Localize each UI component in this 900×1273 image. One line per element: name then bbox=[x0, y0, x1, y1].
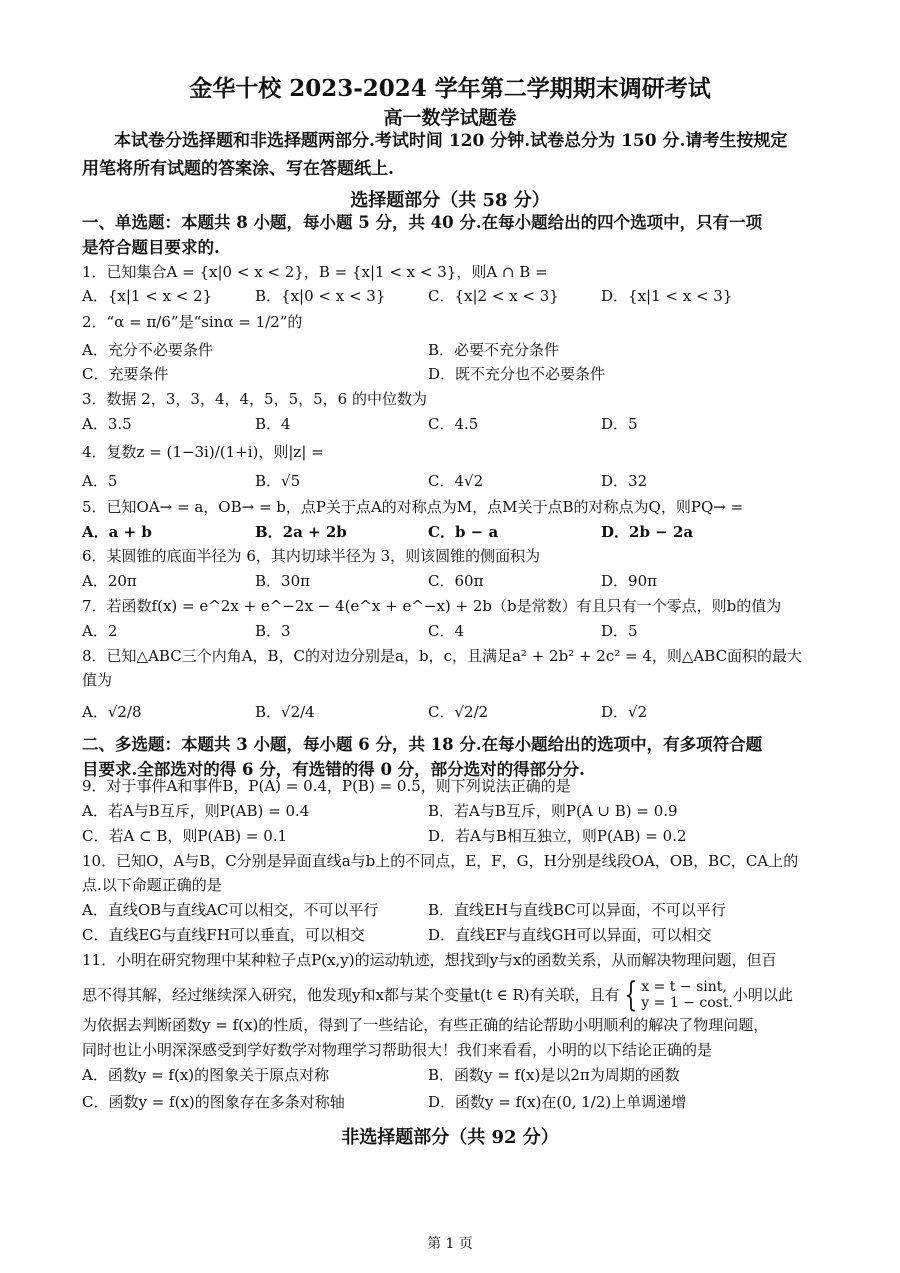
q6-option-d: D．90π bbox=[601, 572, 657, 590]
q5-option-c: C．b − a bbox=[428, 523, 499, 541]
q6-option-b: B．30π bbox=[255, 572, 310, 590]
q7-option-a: A．2 bbox=[82, 622, 118, 640]
q8-option-a: A．√2/8 bbox=[82, 703, 142, 721]
q8-option-c: C．√2/2 bbox=[428, 703, 489, 721]
q3-option-c: C．4.5 bbox=[428, 415, 479, 433]
q5-stem: 5．已知OA→ = a，OB→ = b，点P关于点A的对称点为M，点M关于点B的对称点为Q，则PQ→ = bbox=[82, 498, 744, 516]
q11-stem-line-4: 同时也让小明深深感受到学好数学对物理学习帮助很大！我们来看看，小明的以下结论正确的是 bbox=[82, 1041, 713, 1059]
exam-subtitle: 高一数学试题卷 bbox=[383, 107, 517, 129]
q3-option-a: A．3.5 bbox=[82, 415, 132, 433]
q11-option-d: D．函数y = f(x)在(0, 1/2)上单调递增 bbox=[428, 1093, 687, 1111]
q1-option-c: C．{x|2 < x < 3} bbox=[428, 287, 559, 305]
q1-option-a: A．{x|1 < x < 2} bbox=[82, 287, 213, 305]
q3-stem: 3．数据 2，3，3，4，4，5，5，5，6 的中位数为 bbox=[82, 390, 427, 408]
page-number: 第 1 页 bbox=[427, 1236, 473, 1252]
q1-stem: 1．已知集合A = {x|0 < x < 2}，B = {x|1 < x < 3}，则A ∩ B = bbox=[82, 263, 548, 281]
q8-stem-line-1: 8．已知△ABC三个内角A，B，C的对边分别是a，b，c，且满足a² + 2b² + 2c² = 4，则△ABC面积的最大 bbox=[82, 647, 803, 665]
q11-stem-line-1: 11．小明在研究物理中某种粒子点P(x,y)的运动轨迹，想找到y与x的函数关系，从而解决物理问题，但百 bbox=[82, 951, 777, 969]
q4-option-c: C．4√2 bbox=[428, 472, 484, 490]
q1-option-d: D．{x|1 < x < 3} bbox=[601, 287, 733, 305]
q11-equation-system bbox=[641, 979, 733, 1011]
q10-option-b: B．直线EH与直线BC可以异面，不可以平行 bbox=[428, 901, 726, 919]
q11-option-b: B．函数y = f(x)是以2π为周期的函数 bbox=[428, 1066, 680, 1084]
q10-stem-line-2: 点.以下命题正确的是 bbox=[82, 876, 222, 894]
q2-option-a: A．充分不必要条件 bbox=[82, 341, 213, 359]
q2-option-b: B．必要不充分条件 bbox=[428, 341, 560, 359]
part1-heading-line-2: 是符合题目要求的. bbox=[82, 238, 220, 257]
q11-option-a: A．函数y = f(x)的图象关于原点对称 bbox=[82, 1066, 330, 1084]
intro-line-1: 本试卷分选择题和非选择题两部分.考试时间 120 分钟.试卷总分为 150 分.请考生按规定 bbox=[114, 131, 788, 151]
q4-stem: 4．复数z = (1−3i)/(1+i)，则|z| = bbox=[82, 443, 324, 461]
q11-equation-x: x = t − sint, bbox=[641, 979, 727, 995]
q5-option-b: B．2a + 2b bbox=[255, 523, 347, 541]
part2-heading-line-2: 目要求.全部选对的得 6 分，有选错的得 0 分，部分选对的得部分分. bbox=[82, 760, 585, 779]
q5-option-d: D．2b − 2a bbox=[601, 523, 694, 541]
q6-option-a: A．20π bbox=[82, 572, 137, 590]
q10-stem-line-1: 10．已知O，A与B，C分别是异面直线a与b上的不同点，E，F，G，H分别是线段OA，OB，BC，CA上的 bbox=[82, 852, 799, 870]
brace-glyph: { bbox=[623, 975, 637, 1015]
q5-option-a: A．a + b bbox=[82, 523, 152, 541]
q2-option-c: C．充要条件 bbox=[82, 365, 169, 383]
q11-equation-y: y = 1 − cost. bbox=[641, 995, 733, 1011]
q2-option-d: D．既不充分也不必要条件 bbox=[428, 365, 606, 383]
q7-stem: 7．若函数f(x) = e^2x + e^−2x − 4(e^x + e^−x) + 2b（b是常数）有且只有一个零点，则b的值为 bbox=[82, 597, 782, 615]
q8-option-d: D．√2 bbox=[601, 703, 648, 721]
q11-stem-line-2-tail: 小明以此 bbox=[732, 986, 793, 1004]
q9-stem: 9．对于事件A和事件B，P(A) = 0.4，P(B) = 0.5，则下列说法正确的是 bbox=[82, 777, 571, 795]
q8-option-b: B．√2/4 bbox=[255, 703, 315, 721]
q3-option-b: B．4 bbox=[255, 415, 291, 433]
q7-option-d: D．5 bbox=[601, 622, 638, 640]
q3-option-d: D．5 bbox=[601, 415, 638, 433]
q11-option-c: C．函数y = f(x)的图象存在多条对称轴 bbox=[82, 1093, 345, 1111]
q4-option-d: D．32 bbox=[601, 472, 648, 490]
q4-option-a: A．5 bbox=[82, 472, 118, 490]
part1-heading-line-1: 一、单选题：本题共 8 小题，每小题 5 分，共 40 分.在每小题给出的四个选项中，只有一项 bbox=[82, 213, 763, 232]
q9-option-a: A．若A与B互斥，则P(AB) = 0.4 bbox=[82, 802, 310, 820]
q10-option-d: D．直线EF与直线GH可以异面，可以相交 bbox=[428, 926, 712, 944]
q1-option-b: B．{x|0 < x < 3} bbox=[255, 287, 386, 305]
q9-option-c: C．若A ⊂ B，则P(AB) = 0.1 bbox=[82, 827, 288, 845]
q10-option-c: C．直线EG与直线FH可以垂直，可以相交 bbox=[82, 926, 365, 944]
q11-stem-line-3: 为依据去判断函数y = f(x)的性质，得到了一些结论，有些正确的结论帮助小明顺利的解决了物理问题， bbox=[82, 1016, 769, 1034]
q8-stem-line-2: 值为 bbox=[82, 671, 113, 689]
q4-option-b: B．√5 bbox=[255, 472, 301, 490]
q2-stem: 2．“α = π/6”是“sinα = 1/2”的 bbox=[82, 313, 303, 331]
q9-option-b: B．若A与B互斥，则P(A ∪ B) = 0.9 bbox=[428, 802, 678, 820]
intro-line-2: 用笔将所有试题的答案涂、写在答题纸上. bbox=[82, 159, 394, 179]
section-title-non-choice: 非选择题部分（共 92 分） bbox=[341, 1127, 559, 1148]
exam-title: 金华十校 2023-2024 学年第二学期期末调研考试 bbox=[189, 75, 711, 102]
q9-option-d: D．若A与B相互独立，则P(AB) = 0.2 bbox=[428, 827, 687, 845]
q7-option-c: C．4 bbox=[428, 622, 465, 640]
q6-option-c: C．60π bbox=[428, 572, 484, 590]
q10-option-a: A．直线OB与直线AC可以相交，不可以平行 bbox=[82, 901, 379, 919]
q7-option-b: B．3 bbox=[255, 622, 291, 640]
q11-stem-line-2-text: 思不得其解，经过继续深入研究，他发现y和x都与某个变量t(t ∈ R)有关联，且有 bbox=[82, 986, 620, 1004]
part2-heading-line-1: 二、多选题：本题共 3 小题，每小题 6 分，共 18 分.在每小题给出的选项中，有多项符合题 bbox=[82, 735, 763, 754]
section-title-choice: 选择题部分（共 58 分） bbox=[350, 190, 550, 211]
q6-stem: 6．某圆锥的底面半径为 6，其内切球半径为 3，则该圆锥的侧面积为 bbox=[82, 547, 541, 565]
q11-stem-line-2 bbox=[82, 975, 793, 1015]
